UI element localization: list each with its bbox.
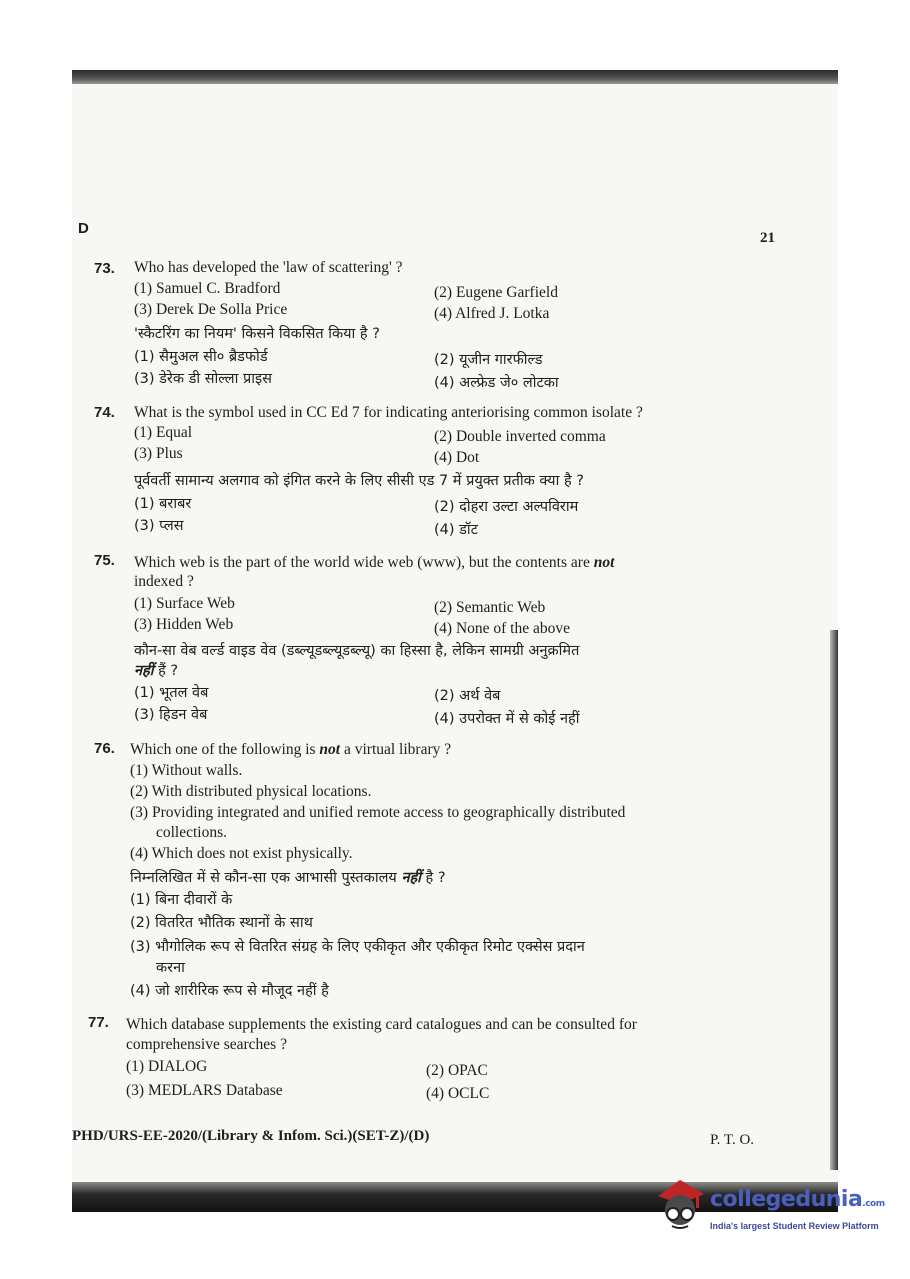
question-text-en: Which one of the following is not a virtual library ?: [130, 741, 452, 758]
question-text-hi: पूर्ववर्ती सामान्य अलगाव को इंगित करने के लिए सीसी एड 7 में प्रयुक्त प्रतीक क्या है ?: [134, 473, 584, 489]
option: (2) Semantic Web: [434, 599, 546, 616]
set-letter: D: [78, 220, 89, 237]
option: (4) Which does not exist physically.: [130, 845, 353, 862]
option-hi: (3) भौगोलिक रूप से वितरित संग्रह के लिए एकीकृत और एकीकृत रिमोट एक्सेस प्रदान: [130, 939, 585, 955]
option: (2) Double inverted comma: [434, 428, 606, 445]
option: (1) Surface Web: [134, 595, 235, 612]
question-number: 76.: [94, 740, 115, 757]
option-hi: (4) उपरोक्त में से कोई नहीं: [434, 711, 580, 727]
option: (3) MEDLARS Database: [126, 1082, 283, 1099]
collegedunia-logo-icon: [652, 1174, 708, 1236]
option: (1) Without walls.: [130, 762, 243, 779]
option-hi: (1) सैमुअल सी० ब्रैडफोर्ड: [134, 349, 268, 365]
question-number: 77.: [88, 1014, 109, 1031]
option-hi: (4) जो शारीरिक रूप से मौजूद नहीं है: [130, 983, 329, 999]
option-hi: (4) डॉट: [434, 522, 478, 538]
paper-code: PHD/URS-EE-2020/(Library & Infom. Sci.)(SET-Z)/(D): [72, 1128, 430, 1144]
page-number: 21: [760, 230, 775, 246]
option-hi: (1) भूतल वेब: [134, 685, 209, 701]
option: (3) Plus: [134, 445, 183, 462]
question-number: 73.: [94, 260, 115, 277]
question-text-en-cont: comprehensive searches ?: [126, 1036, 287, 1053]
option-hi-cont: करना: [156, 960, 185, 976]
option: (3) Hidden Web: [134, 616, 234, 633]
option: (4) None of the above: [434, 620, 571, 637]
option: (4) Dot: [434, 449, 480, 466]
option-hi: (2) वितरित भौतिक स्थानों के साथ: [130, 915, 313, 931]
exam-page: [72, 70, 838, 1212]
option: (2) OPAC: [426, 1062, 488, 1079]
scan-right-edge: [830, 630, 838, 1170]
question-text-en: Which web is the part of the world wide web (www), but the contents are not: [134, 554, 615, 571]
question-number: 74.: [94, 404, 115, 421]
option: (1) Equal: [134, 424, 193, 441]
option: (4) OCLC: [426, 1085, 490, 1102]
question-text-en-cont: indexed ?: [134, 573, 194, 590]
question-text-hi: कौन-सा वेब वर्ल्ड वाइड वेव (डब्ल्यूडब्ल्यूडब्ल्यू) का हिस्सा है, लेकिन सामग्री अनुक्रमित: [134, 643, 580, 659]
option-hi: (2) अर्थ वेब: [434, 688, 501, 704]
option-hi: (1) बराबर: [134, 496, 192, 512]
collegedunia-watermark: [652, 1174, 902, 1244]
option-hi: (3) डेरेक डी सोल्ला प्राइस: [134, 371, 272, 387]
question-text-hi-cont: नहीं हैं ?: [134, 663, 179, 679]
option-cont: collections.: [156, 824, 228, 841]
scan-top-edge: [72, 70, 838, 84]
option-hi: (1) बिना दीवारों के: [130, 892, 233, 908]
option-hi: (3) प्लस: [134, 518, 184, 534]
option: (1) Samuel C. Bradford: [134, 280, 281, 297]
brand-name: collegedunia.com: [710, 1187, 885, 1212]
question-text-en: What is the symbol used in CC Ed 7 for indicating anteriorising common isolate ?: [134, 404, 643, 421]
question-text-en: Which database supplements the existing card catalogues and can be consulted for: [126, 1016, 637, 1033]
option-hi: (3) हिडन वेब: [134, 707, 208, 723]
pto-label: P. T. O.: [710, 1132, 755, 1148]
brand-tagline: India's largest Student Review Platform: [710, 1221, 879, 1231]
question-text-hi: निम्नलिखित में से कौन-सा एक आभासी पुस्तकालय नहीं है ?: [130, 870, 446, 886]
option: (1) DIALOG: [126, 1058, 208, 1075]
option: (2) With distributed physical locations.: [130, 783, 372, 800]
question-text-en: Who has developed the 'law of scattering' ?: [134, 259, 403, 276]
option: (2) Eugene Garfield: [434, 284, 558, 301]
option-hi: (2) दोहरा उल्टा अल्पविराम: [434, 499, 579, 515]
option-hi: (4) अल्फ्रेड जे० लोटका: [434, 375, 559, 391]
question-number: 75.: [94, 552, 115, 569]
option: (3) Providing integrated and unified remote access to geographically distributed: [130, 804, 626, 821]
option-hi: (2) यूजीन गारफील्ड: [434, 352, 543, 368]
option: (3) Derek De Solla Price: [134, 301, 288, 318]
question-text-hi: 'स्कैटरिंग का नियम' किसने विकसित किया है ?: [134, 326, 380, 342]
option: (4) Alfred J. Lotka: [434, 305, 550, 322]
